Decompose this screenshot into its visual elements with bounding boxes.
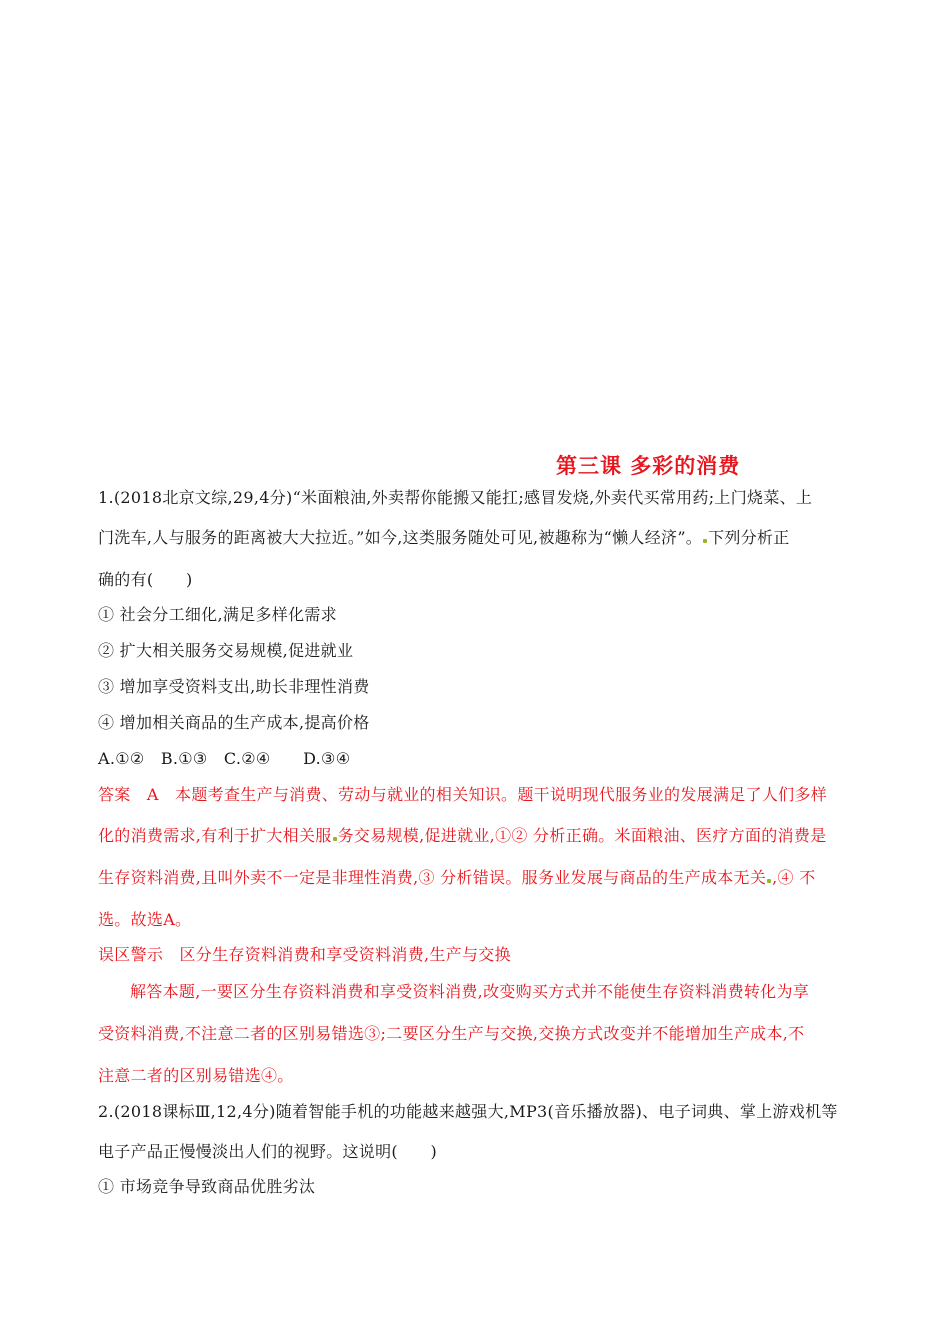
q1-stem-line2a: 门洗车,人与服务的距离被大大拉近。”如今,这类服务随处可见,被趣称为“懒人经济”。 bbox=[98, 528, 703, 547]
marker-dot bbox=[767, 879, 771, 883]
q1-answer-line3b: ,④ 不 bbox=[772, 868, 816, 887]
q1-stem-line2b: 下列分析正 bbox=[708, 528, 790, 547]
q1-answer-line3a: 生存资料消费,且叫外卖不一定是非理性消费,③ 分析错误。服务业发展与商品的生产成本无关 bbox=[98, 868, 767, 887]
q1-stem-line2 bbox=[98, 528, 790, 548]
marker-dot bbox=[333, 837, 337, 841]
q2-stem-line1: 2.(2018课标Ⅲ,12,4分)随着智能手机的功能越来越强大,MP3(音乐播放器)、电子词典、掌上游戏机等 bbox=[98, 1102, 838, 1121]
q1-answer-line4: 选。故选A。 bbox=[98, 910, 192, 929]
q1-answer-line3 bbox=[98, 868, 816, 888]
q1-answer-line2 bbox=[98, 826, 826, 846]
q2-option-1: ① 市场竞争导致商品优胜劣汰 bbox=[98, 1177, 316, 1196]
q1-choices: A.①② B.①③ C.②④ D.③④ bbox=[98, 749, 351, 768]
lesson-title: 第三课 多彩的消费 bbox=[556, 454, 741, 478]
q1-stem-line1: 1.(2018北京文综,29,4分)“米面粮油,外卖帮你能搬又能扛;感冒发烧,外卖代买常用药;上门烧菜、上 bbox=[98, 488, 813, 507]
q1-stem-line3: 确的有( ) bbox=[98, 570, 193, 589]
warning-title: 误区警示 区分生存资料消费和享受资料消费,生产与交换 bbox=[98, 945, 511, 964]
marker-dot bbox=[703, 539, 707, 543]
q1-answer-line2a: 化的消费需求,有利于扩大相关服 bbox=[98, 826, 332, 845]
warning-line3: 注意二者的区别易错选④。 bbox=[98, 1066, 294, 1085]
q2-stem-line2: 电子产品正慢慢淡出人们的视野。这说明( ) bbox=[98, 1142, 438, 1161]
q1-option-1: ① 社会分工细化,满足多样化需求 bbox=[98, 605, 337, 624]
warning-line1: 解答本题,一要区分生存资料消费和享受资料消费,改变购买方式并不能使生存资料消费转化为享 bbox=[130, 982, 810, 1001]
q1-answer-line2b: 务交易规模,促进就业,①② 分析正确。米面粮油、医疗方面的消费是 bbox=[337, 826, 827, 845]
warning-line2: 受资料消费,不注意二者的区别易错选③;二要区分生产与交换,交换方式改变并不能增加生产成本,不 bbox=[98, 1024, 805, 1043]
q1-option-2: ② 扩大相关服务交易规模,促进就业 bbox=[98, 641, 354, 660]
q1-option-4: ④ 增加相关商品的生产成本,提高价格 bbox=[98, 713, 370, 732]
q1-answer-line1: 答案 A 本题考查生产与消费、劳动与就业的相关知识。题干说明现代服务业的发展满足了人们多样 bbox=[98, 785, 828, 804]
q1-option-3: ③ 增加享受资料支出,助长非理性消费 bbox=[98, 677, 370, 696]
